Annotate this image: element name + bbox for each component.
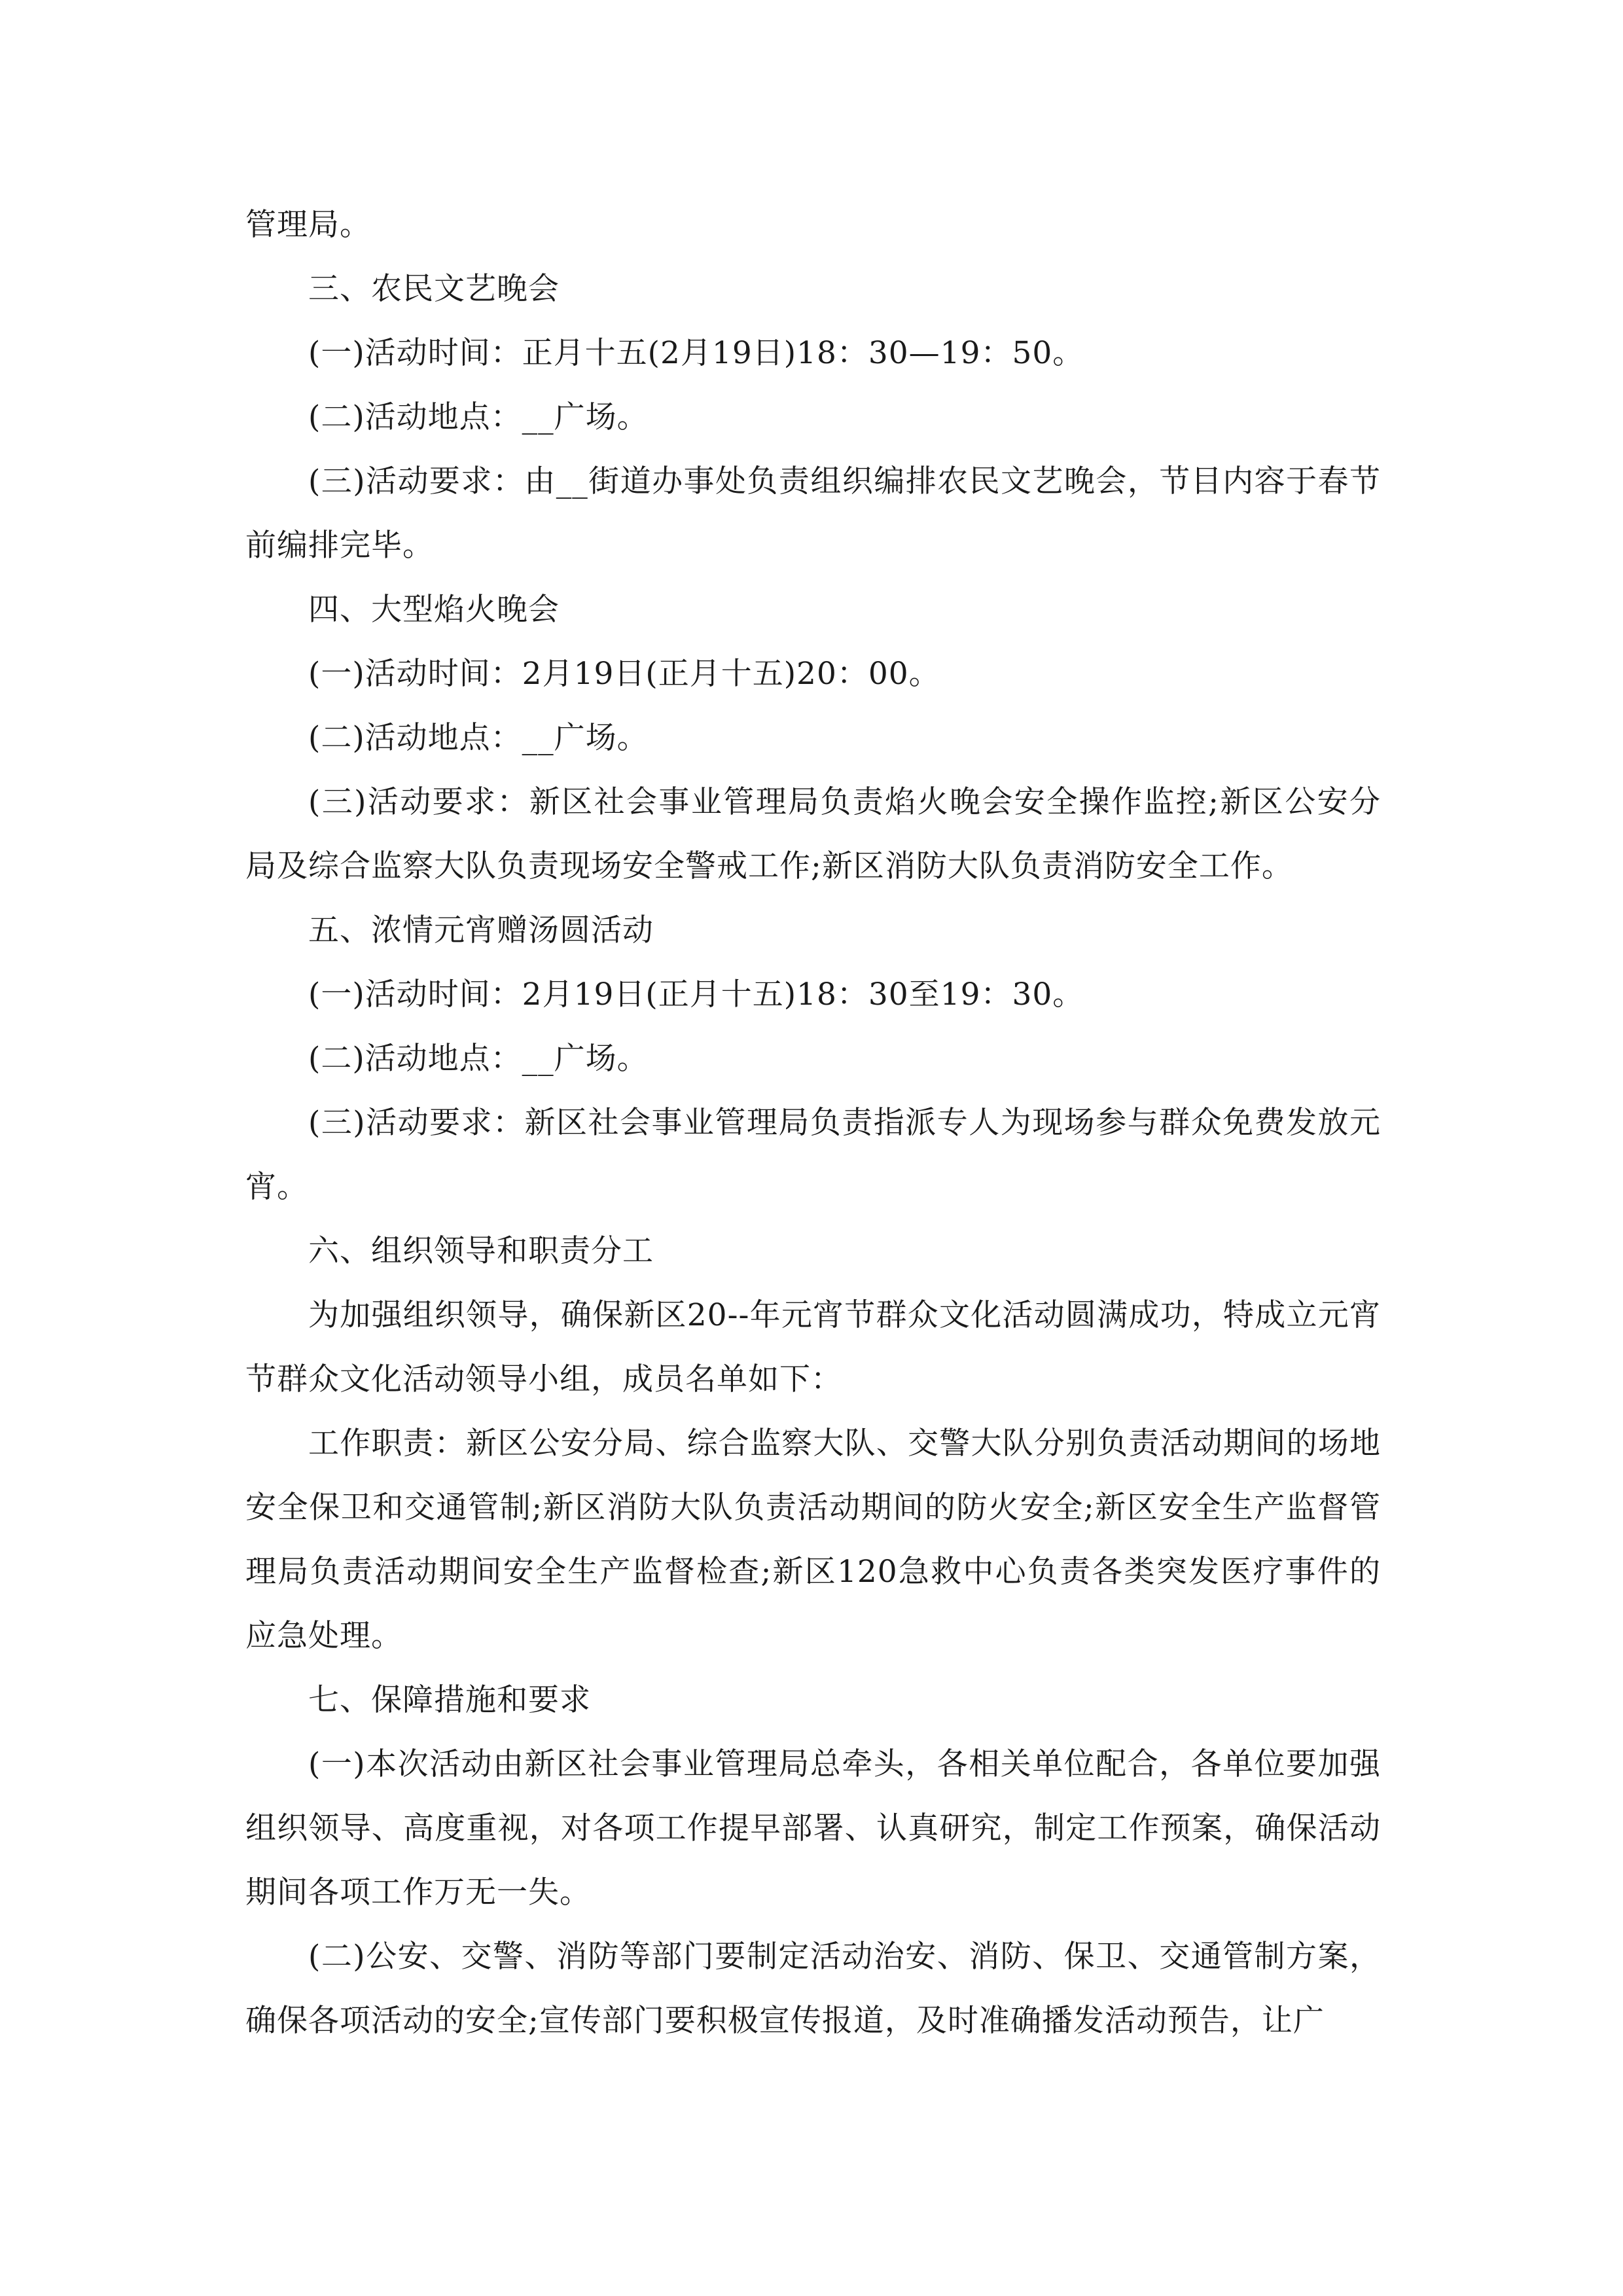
section-heading-5: 五、浓情元宵赠汤圆活动 [308, 912, 654, 948]
paragraph: (三)活动要求：新区社会事业管理局负责焰火晚会安全操作监控;新区公安分局及综合监察大队负责现场安全警戒工作;新区消防大队负责消防安全工作。 [245, 784, 1381, 884]
paragraph: (一)活动时间：2月19日(正月十五)18：30至19：30。 [308, 977, 1084, 1013]
paragraph: (一)活动时间：2月19日(正月十五)20：00。 [308, 656, 940, 692]
paragraph: 工作职责：新区公安分局、综合监察大队、交警大队分别负责活动期间的场地安全保卫和交通管制;新区消防大队负责活动期间的防火安全;新区安全生产监督管理局负责活动期间安全生产监督检查;新区120急救中心负责各类突发医疗事件的应急处理。 [245, 1426, 1381, 1654]
paragraph: 为加强组织领导，确保新区20--年元宵节群众文化活动圆满成功，特成立元宵节群众文化活动领导小组，成员名单如下： [245, 1297, 1381, 1397]
paragraph: (二)活动地点：__广场。 [308, 1041, 649, 1077]
section-heading-7: 七、保障措施和要求 [308, 1682, 591, 1718]
paragraph: (一)本次活动由新区社会事业管理局总牵头，各相关单位配合，各单位要加强组织领导、高度重视，对各项工作提早部署、认真研究，制定工作预案，确保活动期间各项工作万无一失。 [245, 1746, 1381, 1910]
paragraph: (二)公安、交警、消防等部门要制定活动治安、消防、保卫、交通管制方案，确保各项活动的安全;宣传部门要积极宣传报道，及时准确播发活动预告，让广 [245, 1939, 1381, 2039]
section-heading-4: 四、大型焰火晚会 [308, 592, 560, 628]
paragraph: (三)活动要求：由__街道办事处负责组织编排农民文艺晚会，节目内容于春节前编排完毕。 [245, 463, 1381, 564]
paragraph: (三)活动要求：新区社会事业管理局负责指派专人为现场参与群众免费发放元宵。 [245, 1105, 1381, 1205]
paragraph: (一)活动时间：正月十五(2月19日)18：30—19：50。 [308, 335, 1084, 371]
paragraph-continuation: 管理局。 [245, 207, 371, 243]
paragraph: (二)活动地点：__广场。 [308, 720, 649, 756]
document-body [245, 193, 1381, 2053]
section-heading-6: 六、组织领导和职责分工 [308, 1233, 654, 1269]
paragraph: (二)活动地点：__广场。 [308, 399, 649, 435]
section-heading-3: 三、农民文艺晚会 [308, 271, 560, 307]
